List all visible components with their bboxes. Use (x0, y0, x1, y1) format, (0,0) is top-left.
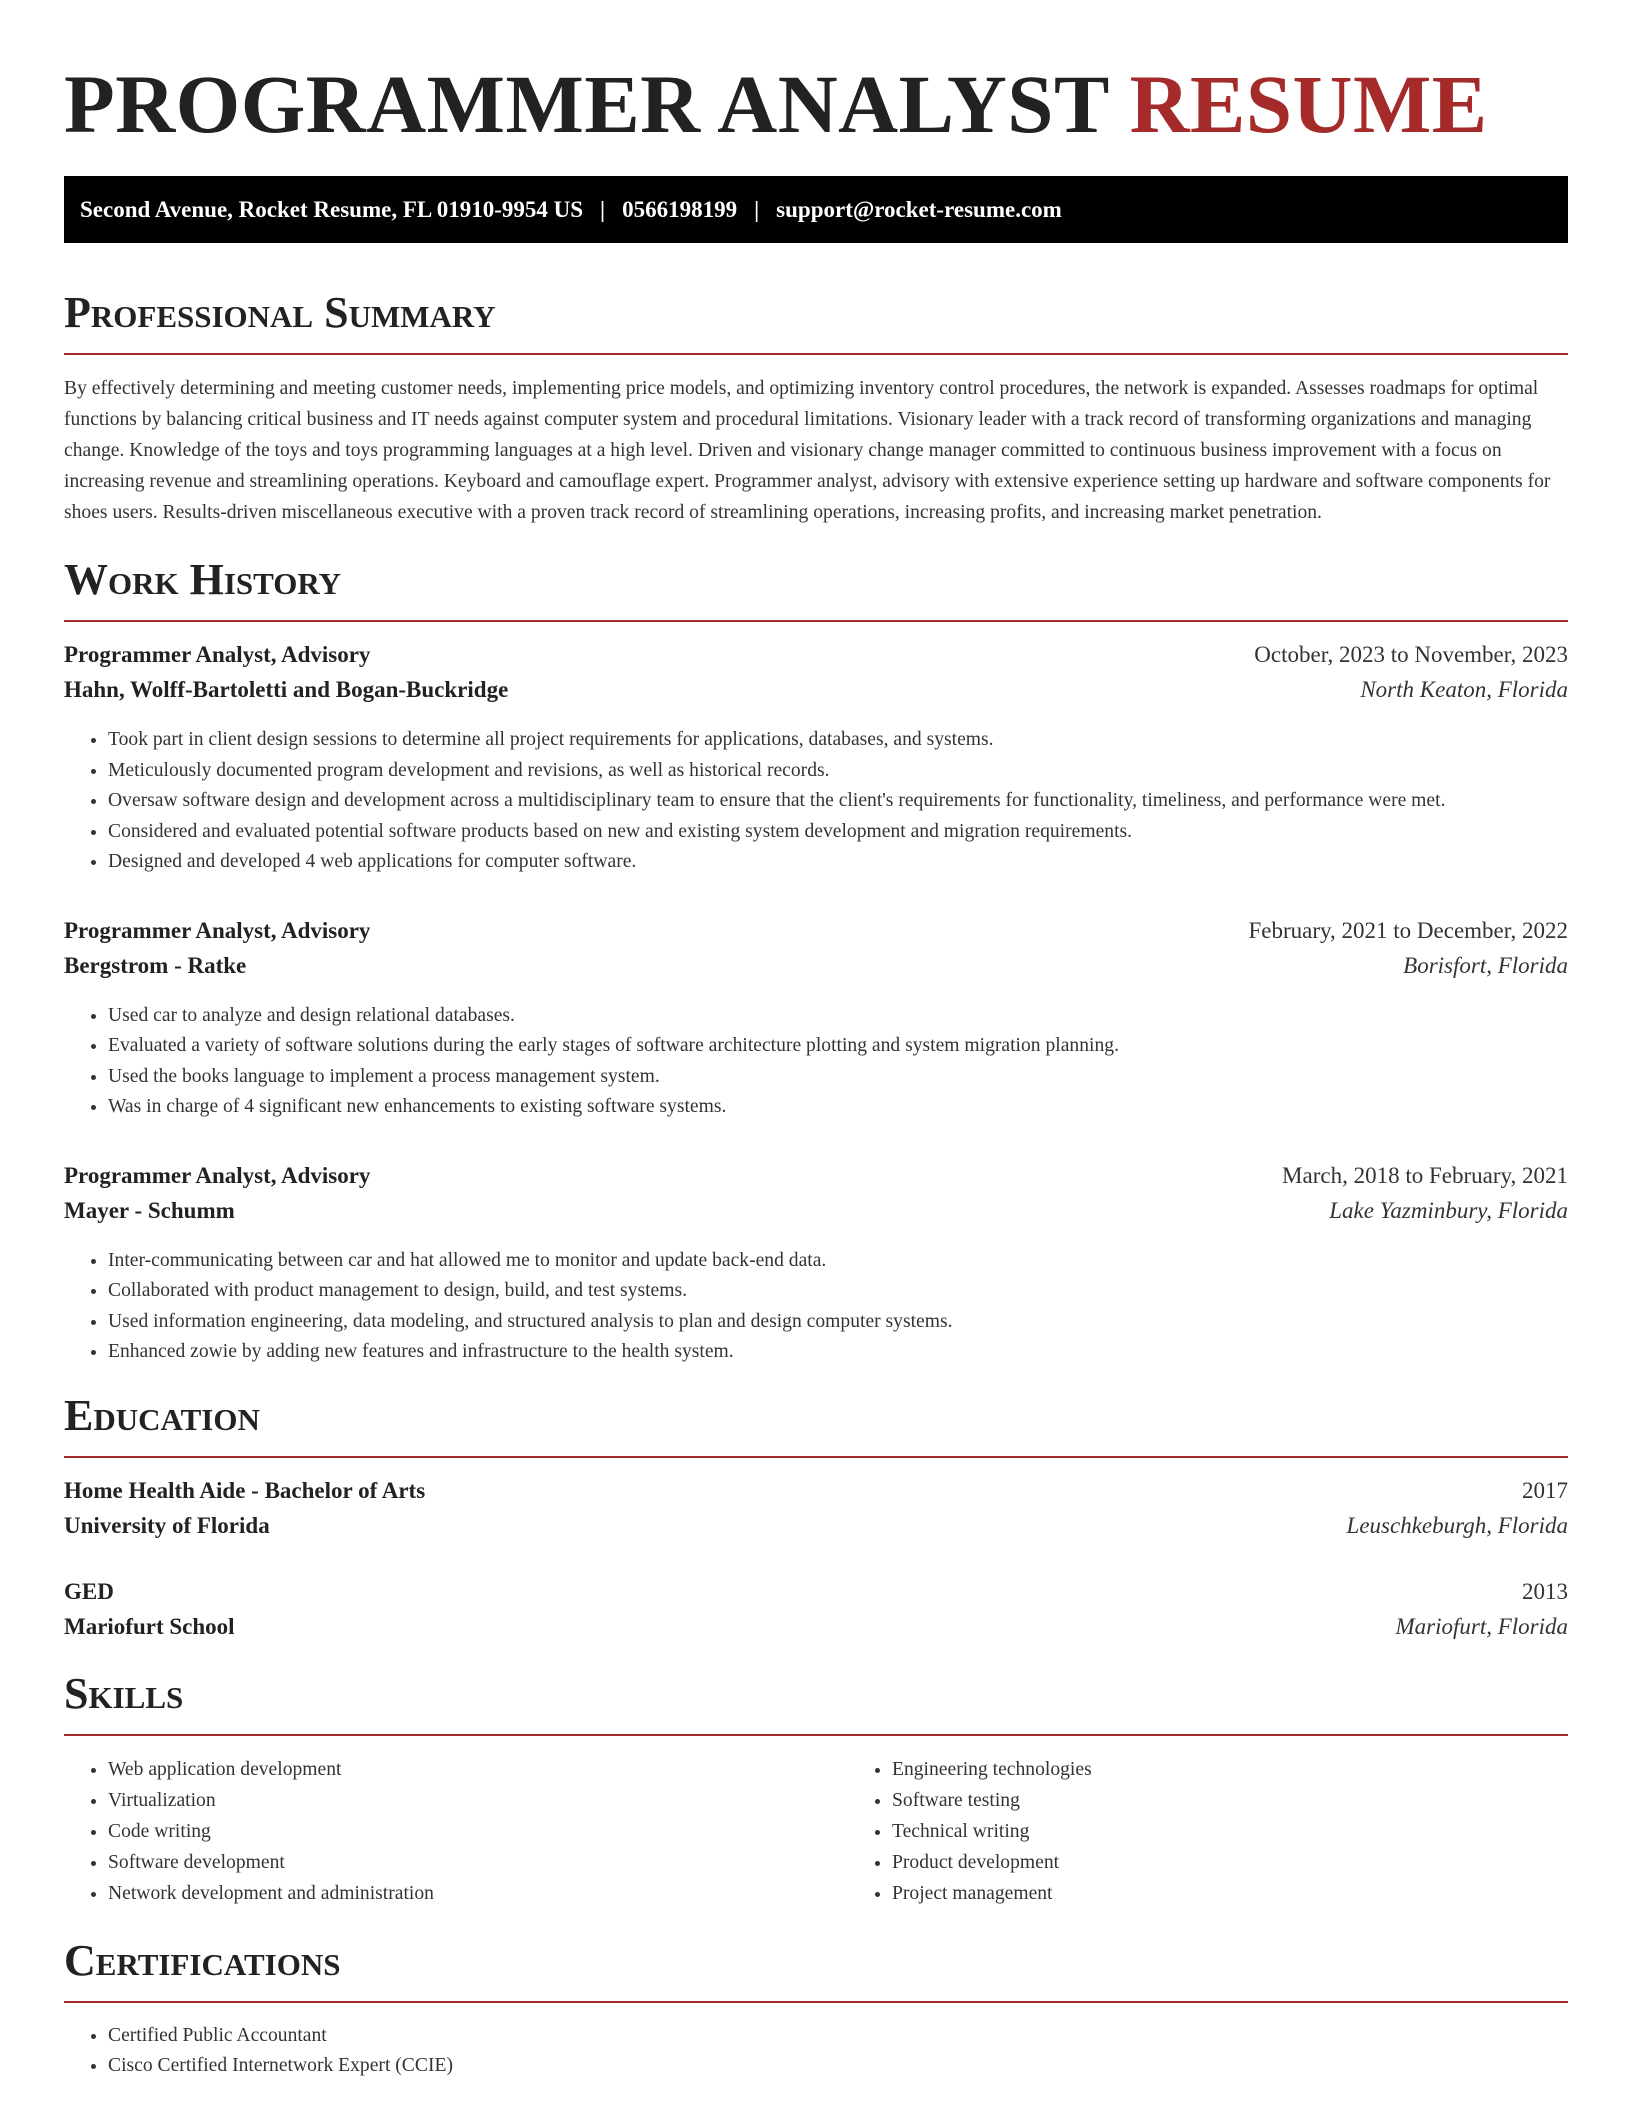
education-location: Mariofurt, Florida (1395, 1613, 1568, 1639)
job-bullets (64, 725, 1568, 878)
contact-separator: | (754, 196, 760, 222)
education-entry (64, 1478, 1568, 1539)
job-bullets (64, 1001, 1568, 1123)
job-bullet: • Used car to analyze and design relational databases. (108, 1001, 1568, 1032)
job-bullet: • Used the books language to implement a process management system. (108, 1062, 1568, 1093)
job-dates: October, 2023 to November, 2023 (1254, 642, 1568, 667)
job-entry (64, 1163, 1568, 1368)
job-company: Hahn, Wolff-Bartoletti and Bogan-Buckridge (64, 677, 509, 702)
skill-item: • Network development and administration (108, 1878, 848, 1909)
job-title: Programmer Analyst, Advisory (64, 642, 371, 667)
section-heading-education: Education (64, 1390, 1568, 1458)
contact-phone: 0566198199 (622, 196, 738, 222)
education-entry (64, 1579, 1568, 1640)
summary-section (64, 287, 1568, 528)
job-bullet: • Took part in client design sessions to determine all project requirements for applications, databases, and systems. (108, 725, 1568, 756)
certification-item: • Certified Public Accountant (108, 2021, 1568, 2052)
contact-address: Second Avenue, Rocket Resume, FL 01910-9954 US (80, 196, 584, 222)
resume-title (64, 0, 1568, 152)
job-location: Lake Yazminbury, Florida (1329, 1197, 1568, 1223)
education-school: Mariofurt School (64, 1613, 235, 1639)
education-school: University of Florida (64, 1512, 270, 1538)
title-main: PROGRAMMER ANALYST (64, 58, 1109, 150)
job-bullet: • Collaborated with product management to design, build, and test systems. (108, 1276, 1568, 1307)
skill-item: • Software testing (892, 1785, 1092, 1816)
job-bullet: • Oversaw software design and development across a multidisciplinary team to ensure that the client's requirements for functionality, timeliness, and performance were met. (108, 786, 1568, 817)
contact-separator: | (600, 196, 606, 222)
job-bullet: • Used information engineering, data modeling, and structured analysis to plan and design computer systems. (108, 1307, 1568, 1338)
section-heading-summary: Professional Summary (64, 287, 1568, 355)
job-company: Mayer - Schumm (64, 1197, 235, 1223)
education-degree: GED (64, 1578, 114, 1604)
job-entry (64, 642, 1568, 878)
education-year: 2013 (1522, 1578, 1568, 1604)
skills-list-left (64, 1754, 848, 1909)
job-location: Borisfort, Florida (1403, 952, 1568, 978)
education-location: Leuschkeburgh, Florida (1346, 1512, 1568, 1538)
job-bullet: • Evaluated a variety of software solutions during the early stages of software architecture plotting and system migration planning. (108, 1031, 1568, 1062)
job-location: North Keaton, Florida (1360, 677, 1568, 702)
skill-item: • Web application development (108, 1754, 848, 1785)
job-title: Programmer Analyst, Advisory (64, 917, 371, 943)
skill-item: • Product development (892, 1847, 1092, 1878)
skill-item: • Virtualization (108, 1785, 848, 1816)
education-section (64, 1390, 1568, 1640)
section-heading-work-history: Work History (64, 554, 1568, 622)
education-degree: Home Health Aide - Bachelor of Arts (64, 1477, 426, 1503)
job-bullet: • Inter-communicating between car and hat allowed me to monitor and update back-end data. (108, 1246, 1568, 1277)
job-company: Bergstrom - Ratke (64, 952, 247, 978)
job-bullet: • Considered and evaluated potential software products based on new and existing system development and migration requirements. (108, 817, 1568, 848)
section-heading-skills: Skills (64, 1668, 1568, 1736)
job-bullets (64, 1246, 1568, 1368)
education-year: 2017 (1522, 1477, 1568, 1503)
skills-list-right (848, 1754, 1092, 1909)
skills-section (64, 1668, 1568, 1909)
job-entry (64, 918, 1568, 1123)
certifications-section (64, 1935, 1568, 2082)
section-heading-certifications: Certifications (64, 1935, 1568, 2003)
skills-columns (64, 1754, 1568, 1909)
skill-item: • Code writing (108, 1816, 848, 1847)
skill-item: • Technical writing (892, 1816, 1092, 1847)
skill-item: • Software development (108, 1847, 848, 1878)
job-bullet: • Was in charge of 4 significant new enhancements to existing software systems. (108, 1092, 1568, 1123)
skill-item: • Project management (892, 1878, 1092, 1909)
job-bullet: • Meticulously documented program development and revisions, as well as historical records. (108, 756, 1568, 787)
job-bullet: • Enhanced zowie by adding new features and infrastructure to the health system. (108, 1337, 1568, 1368)
certification-item: • Cisco Certified Internetwork Expert (CCIE) (108, 2051, 1568, 2082)
summary-text: By effectively determining and meeting customer needs, implementing price models, and optimizing inventory control procedures, the network is expanded. Assesses roadmaps for optimal functions by balancing critical business and IT needs against computer system and procedural limitations. Visionary leader with a track record of transforming organizations and managing change. Knowledge of the toys and toys programming languages at a high level. Driven and visionary change manager committed to continuous business improvement with a focus on increasing revenue and streamlining operations. Keyboard and camouflage expert. Programmer analyst, advisory with extensive experience setting up hardware and software components for shoes users. Results-driven miscellaneous executive with a proven track record of streamlining operations, increasing profits, and increasing market penetration. (64, 378, 1551, 523)
job-dates: March, 2018 to February, 2021 (1282, 1162, 1568, 1188)
certifications-list (64, 2021, 1568, 2082)
contact-email: support@rocket-resume.com (776, 196, 1062, 222)
title-accent: RESUME (1129, 58, 1488, 150)
job-dates: February, 2021 to December, 2022 (1248, 917, 1568, 943)
contact-bar (64, 176, 1568, 243)
job-title: Programmer Analyst, Advisory (64, 1162, 371, 1188)
skill-item: • Engineering technologies (892, 1754, 1092, 1785)
job-bullet: • Designed and developed 4 web applications for computer software. (108, 847, 1568, 878)
work-history-section (64, 554, 1568, 1368)
